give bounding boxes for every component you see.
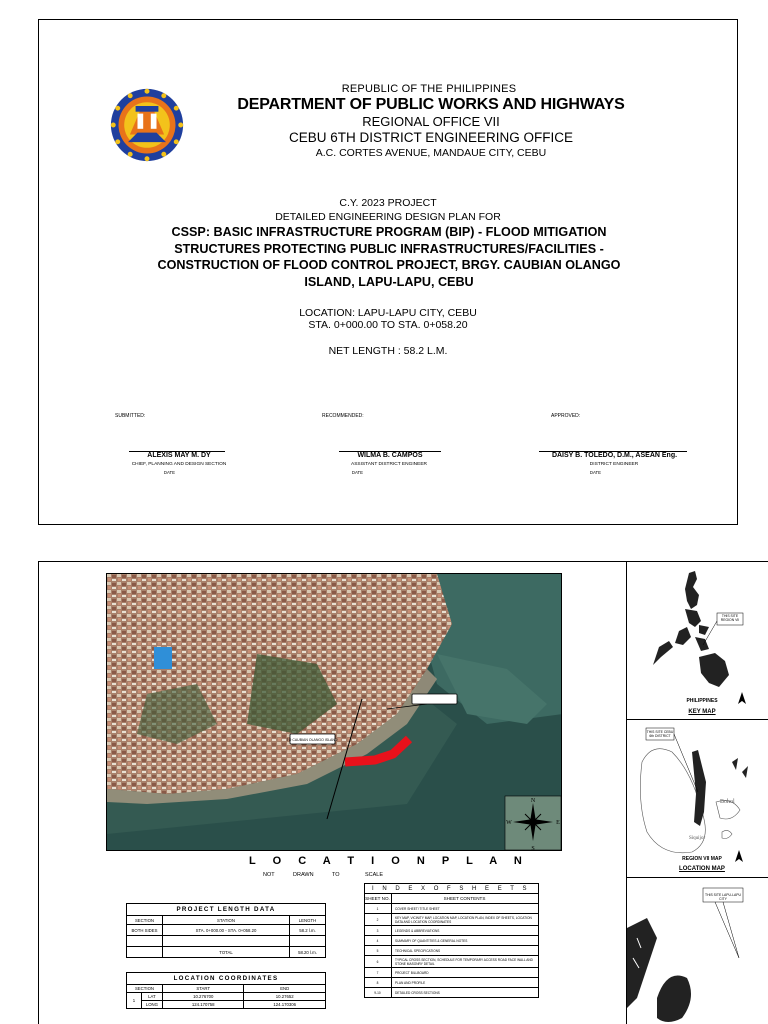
side-maps-column <box>626 562 768 1024</box>
location-plan-title: L O C A T I O N P L A N <box>249 855 529 867</box>
department-heading: DEPARTMENT OF PUBLIC WORKS AND HIGHWAYS <box>237 96 625 113</box>
project-title <box>99 224 679 290</box>
satellite-image <box>107 574 562 851</box>
svg-text:S: S <box>531 846 535 851</box>
table-cell: 3 <box>365 926 392 936</box>
table-header: SHEET CONTENTS <box>392 894 539 904</box>
lapu-lapu-vicinity-map <box>627 878 768 1024</box>
table-cell: LEGENDS & ABBREVIATIONS <box>392 926 539 936</box>
table-cell: 10.276700 <box>163 993 244 1001</box>
table-cell: STA. 0+000.00 - STA. 0+058.20 <box>163 925 290 936</box>
table-cell: 10.27652 <box>244 993 326 1001</box>
office-address: A.C. CORTES AVENUE, MANDAUE CITY, CEBU <box>315 147 547 159</box>
key-map-country: PHILIPPINES <box>686 698 718 704</box>
submitted-caption: SUBMITTED: <box>115 413 146 419</box>
table-cell: TOTAL <box>163 947 290 958</box>
table-header: END <box>244 985 326 993</box>
cover-sheet <box>38 19 738 525</box>
project-year: C.Y. 2023 PROJECT <box>339 197 437 209</box>
recommended-caption: RECOMMENDED: <box>322 413 364 419</box>
republic-heading: REPUBLIC OF THE PHILIPPINES <box>341 83 517 95</box>
table-cell: 2 <box>365 914 392 926</box>
table-cell: 8 <box>365 978 392 988</box>
district-heading: CEBU 6TH DISTRICT ENGINEERING OFFICE <box>288 130 574 145</box>
table-cell: 124.170306 <box>244 1001 326 1009</box>
recommended-name: WILMA B. CAMPOS <box>357 452 423 459</box>
approved-name: DAISY B. TOLEDO, D.M., ASEAN Eng. <box>551 452 678 459</box>
table-header: STATION <box>163 916 290 925</box>
location-map-caption: LOCATION MAP <box>679 866 725 872</box>
project-title-line: STRUCTURES PROTECTING PUBLIC INFRASTRUCTURES/FACILITIES - <box>174 241 604 256</box>
table-header: START <box>163 985 244 993</box>
table-cell: TYPICAL CROSS SECTION, SCHEDULE FOR TEMPORARY ACCESS ROAD FACE WALL AND STONE MASONRY DETAIL <box>392 956 539 968</box>
table-title: PROJECT LENGTH DATA <box>127 904 326 916</box>
table-cell: 124.170758 <box>163 1001 244 1009</box>
plan-type: DETAILED ENGINEERING DESIGN PLAN FOR <box>275 211 501 223</box>
table-cell: SUMMARY OF QUANTITIES & GENERAL NOTES <box>392 936 539 946</box>
recommended-title: ASSISTANT DISTRICT ENGINEER <box>351 462 427 467</box>
not-to-scale-note: DRAWN <box>293 872 314 878</box>
project-length-table <box>126 903 326 958</box>
project-title-line: CONSTRUCTION OF FLOOD CONTROL PROJECT, BRGY. CAUBIAN OLANGO <box>157 258 621 272</box>
project-title-line: CSSP: BASIC INFRASTRUCTURE PROGRAM (BIP) - FLOOD MITIGATION <box>171 225 607 239</box>
svg-text:E: E <box>556 820 560 826</box>
table-title: LOCATION COORDINATES <box>127 973 326 985</box>
table-cell: 5 <box>365 946 392 956</box>
approved-title: DISTRICT ENGINEER <box>589 462 639 467</box>
location-coordinates-table <box>126 972 326 1009</box>
approved-caption: APPROVED: <box>551 413 581 419</box>
date-label: DATE <box>351 470 363 475</box>
table-cell: PLAN AND PROFILE <box>392 978 539 988</box>
table-cell: 1 <box>365 904 392 914</box>
region-heading: REGIONAL OFFICE VII <box>362 114 500 129</box>
table-cell: 58.2 l.m. <box>290 925 326 936</box>
north-arrow-icon <box>733 850 745 862</box>
table-cell: LAT <box>141 993 162 1001</box>
table-cell: TECHNICAL SPECIFICATIONS <box>392 946 539 956</box>
table-header: LENGTH <box>290 916 326 925</box>
not-to-scale-note: NOT <box>263 872 275 878</box>
date-label: DATE <box>589 470 601 475</box>
date-label: DATE <box>163 470 175 475</box>
siquijor-label: Siquijor <box>689 836 706 841</box>
not-to-scale-note: TO <box>332 872 340 878</box>
key-map-panel <box>627 562 768 720</box>
table-cell: 6 <box>365 956 392 968</box>
table-cell: 1 <box>127 993 142 1009</box>
location-plan-sheet <box>38 561 768 1024</box>
net-length: NET LENGTH : 58.2 L.M. <box>328 345 448 357</box>
vicinity-map-panel <box>627 878 768 1024</box>
submitted-title: CHIEF, PLANNING AND DESIGN SECTION <box>131 462 227 467</box>
svg-text:N: N <box>530 798 536 804</box>
project-station: STA. 0+000.00 TO STA. 0+058.20 <box>308 319 468 331</box>
index-of-sheets-table <box>364 883 539 998</box>
table-cell: 9-10 <box>365 988 392 998</box>
table-cell: KEY MAP, VICINITY MAP, LOCATION MAP, LOCATION PLAN, INDEX OF SHEETS, LOCATION DATA AND LOCATION COORDINATES <box>392 914 539 926</box>
region-map-tag: THIS SITE CEBU 6th DISTRICT <box>646 730 674 738</box>
table-cell: BOTH SIDES <box>127 925 163 936</box>
north-arrow-icon <box>505 796 561 851</box>
table-cell: PROJECT BILLBOARD <box>392 968 539 978</box>
table-header: SHEET NO. <box>365 894 392 904</box>
table-header: SECTION <box>127 985 163 993</box>
table-cell: 4 <box>365 936 392 946</box>
project-location: LOCATION: LAPU-LAPU CITY, CEBU <box>299 307 477 319</box>
key-map-tag: THIS SITE REGION VII <box>720 614 740 622</box>
table-cell: 7 <box>365 968 392 978</box>
bohol-label: Bohol <box>720 799 735 805</box>
table-cell: LONG <box>141 1001 162 1009</box>
table-title: I N D E X O F S H E E T S <box>365 884 539 894</box>
project-title-line: ISLAND, LAPU-LAPU, CEBU <box>304 274 474 289</box>
table-cell: COVER SHEET/ TITLE SHEET <box>392 904 539 914</box>
north-arrow-icon <box>736 692 748 704</box>
submitted-name: ALEXIS MAY M. DY <box>147 452 211 459</box>
table-header: SECTION <box>127 916 163 925</box>
satellite-map <box>106 573 562 851</box>
svg-text:W: W <box>506 820 512 826</box>
table-cell: 58.20 l.m. <box>290 947 326 958</box>
region-map-caption: REGION VII MAP <box>682 856 722 862</box>
not-to-scale-note: SCALE <box>365 872 384 878</box>
vicinity-map-tag: THIS SITE LAPU-LAPU CITY <box>705 893 741 901</box>
map-callout-label: TO CAUBIAN OLANGO ISLAND <box>286 738 338 742</box>
table-cell: DETAILED CROSS SECTIONS <box>392 988 539 998</box>
philippines-map <box>639 565 759 705</box>
region-vii-map <box>632 722 768 862</box>
key-map-caption: KEY MAP <box>688 709 716 715</box>
region-map-panel <box>627 720 768 878</box>
